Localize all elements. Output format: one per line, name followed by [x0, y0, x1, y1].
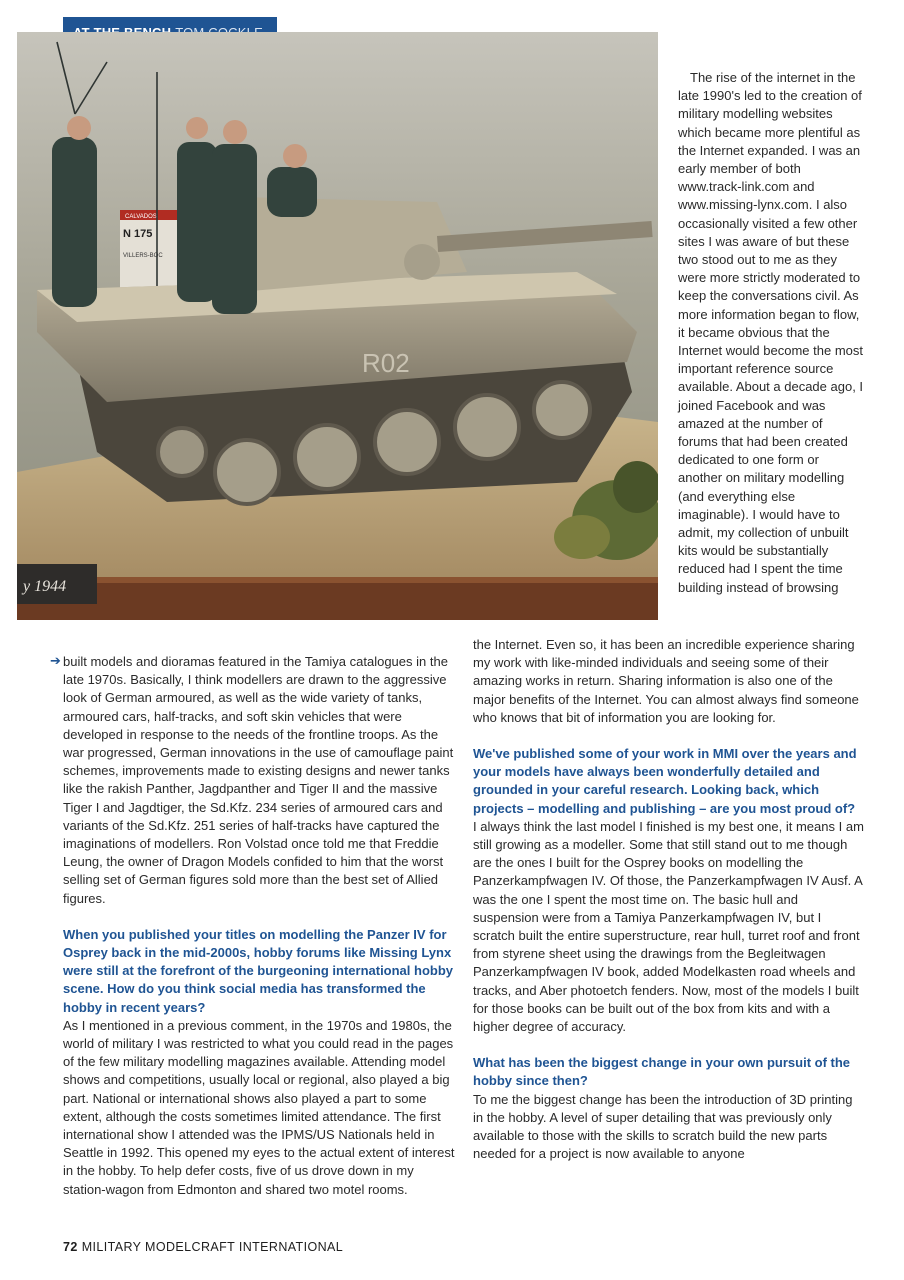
date-plaque-text: y 1944	[23, 578, 67, 595]
question-social-media: When you published your titles on modelling the Panzer IV for Osprey back in the mid-2000s, hobby forums like Missing Lynx were still at the forefront of the burgeoning international hobby scene. How do you think social media has transformed the hobby in recent years?	[63, 926, 454, 1015]
right-column	[473, 636, 865, 1163]
page-footer	[63, 1240, 343, 1254]
intro-column	[678, 69, 864, 597]
intro-paragraph: The rise of the internet in the late 1990's led to the creation of military modelling websites which became more plentiful as the Internet expanded. I was an early member of both www.track-link.com and www.missing-lynx.com. I also occasionally visited a few other sites I was aware of but these two stood out to me as they were more strictly moderated to keep the conversations civil. As more information began to flow, it became obvious that the Internet would become the most important reference source available. About a decade ago, I joined Facebook and was amazed at the number of forums that had been created dedicated to one form or another on military modelling (and everything else imaginable). I would have to admit, my collection of unbuilt kits would be substantially reduced had I spent the time building instead of browsing	[678, 70, 864, 595]
wooden-base	[17, 577, 658, 620]
tank-diorama-illustration	[17, 32, 658, 620]
left-column	[63, 653, 458, 1199]
answer-biggest-change: To me the biggest change has been the introduction of 3D printing in the hobby. A level of super detailing that was previously only available to those with the skills to scratch build the new parts needed for a project is now available to anyone	[473, 1091, 853, 1162]
internet-paragraph: the Internet. Even so, it has been an incredible experience sharing my work with like-minded individuals and seeing some of their amazing works in return. Sharing information is also one of the major benefits of the Internet. You can almost always find someone who knows that bit of information you are looking for.	[473, 637, 859, 725]
road-sign	[120, 210, 180, 295]
question-biggest-change: What has been the biggest change in your own pursuit of the hobby since then?	[473, 1055, 851, 1089]
continued-paragraph: built models and dioramas featured in the Tamiya catalogues in the late 1970s. Basically, I think modellers are drawn to the aggressive look of German armoured, as well as the wide variety of tanks, armoured cars, half-tracks, and soft skin vehicles that were developed in response to the needs of the frontline troops. As the war progressed, German innovations in the use of camouflage paint schemes, improvements made to existing designs and newer tanks like the rakish Panther, Jagdpanther and Tiger II and the massive Tiger I and Jagdtiger, the Sd.Kfz. 234 series of armoured cars and variants of the Sd.Kfz. 251 series of half-tracks have captured the imaginations of modellers. Ron Volstad once told me that Freddie Leung, the owner of Dragon Models confided to him that the worst selling set of German figures sold more than the best set of Allied figures.	[63, 654, 454, 906]
road-sign-place: VILLERS-BOC	[123, 253, 163, 259]
continuation-arrow-icon: ➔	[50, 653, 61, 668]
road-sign-number: N 175	[123, 228, 153, 240]
answer-social-media: As I mentioned in a previous comment, in the 1970s and 1980s, the world of military I was restricted to what you could read in the pages of the few military modelling magazines available. Attending model shows and competitions, usually local or regional, also played a big part. National or international shows also played a part to some extent, although the costs sometimes limited attendance. The first international show I attended was the IPMS/US Nationals held in Seattle in 1992. This opened my eyes to the actual extent of interest in the hobby. To help defer costs, five of us drove down in my station-wagon from Edmonton and shared two motel rooms.	[63, 1017, 455, 1197]
question-proud-projects: We've published some of your work in MMI over the years and your models have always been wonderfully detailed and grounded in your careful research. Looking back, which projects – modelling and publishing – are you most proud of?	[473, 746, 857, 816]
turret-number: R02	[362, 348, 410, 378]
answer-proud-projects: I always think the last model I finished is my best one, it means I am still growing as a modeller. Some that still stand out to me though are the ones I built for the Osprey books on modelling the Panzerkampfwagen IV. Of those, the Panzerkampfwagen IV Ausf. A was the one I spent the most time on. The basic hull and suspension were from a Tamiya Panzerkampfwagen IV, but I scratch built the entire superstructure, rear hull, turret roof and front from styrene sheet using the drawings from the Begleitwagen Panzerkampfwagen IV book, added Modelkasten road wheels and tracks, and Aber photoetch fenders. Now, most of the models I built for those books can be built out of the box from kits and with a higher degree of accuracy.	[473, 818, 864, 1035]
page-number: 72	[63, 1240, 78, 1254]
tank-diorama-photo	[17, 32, 658, 620]
road-sign-top-text: CALVADOS	[125, 214, 157, 220]
publication-name: MILITARY MODELCRAFT INTERNATIONAL	[81, 1240, 344, 1254]
